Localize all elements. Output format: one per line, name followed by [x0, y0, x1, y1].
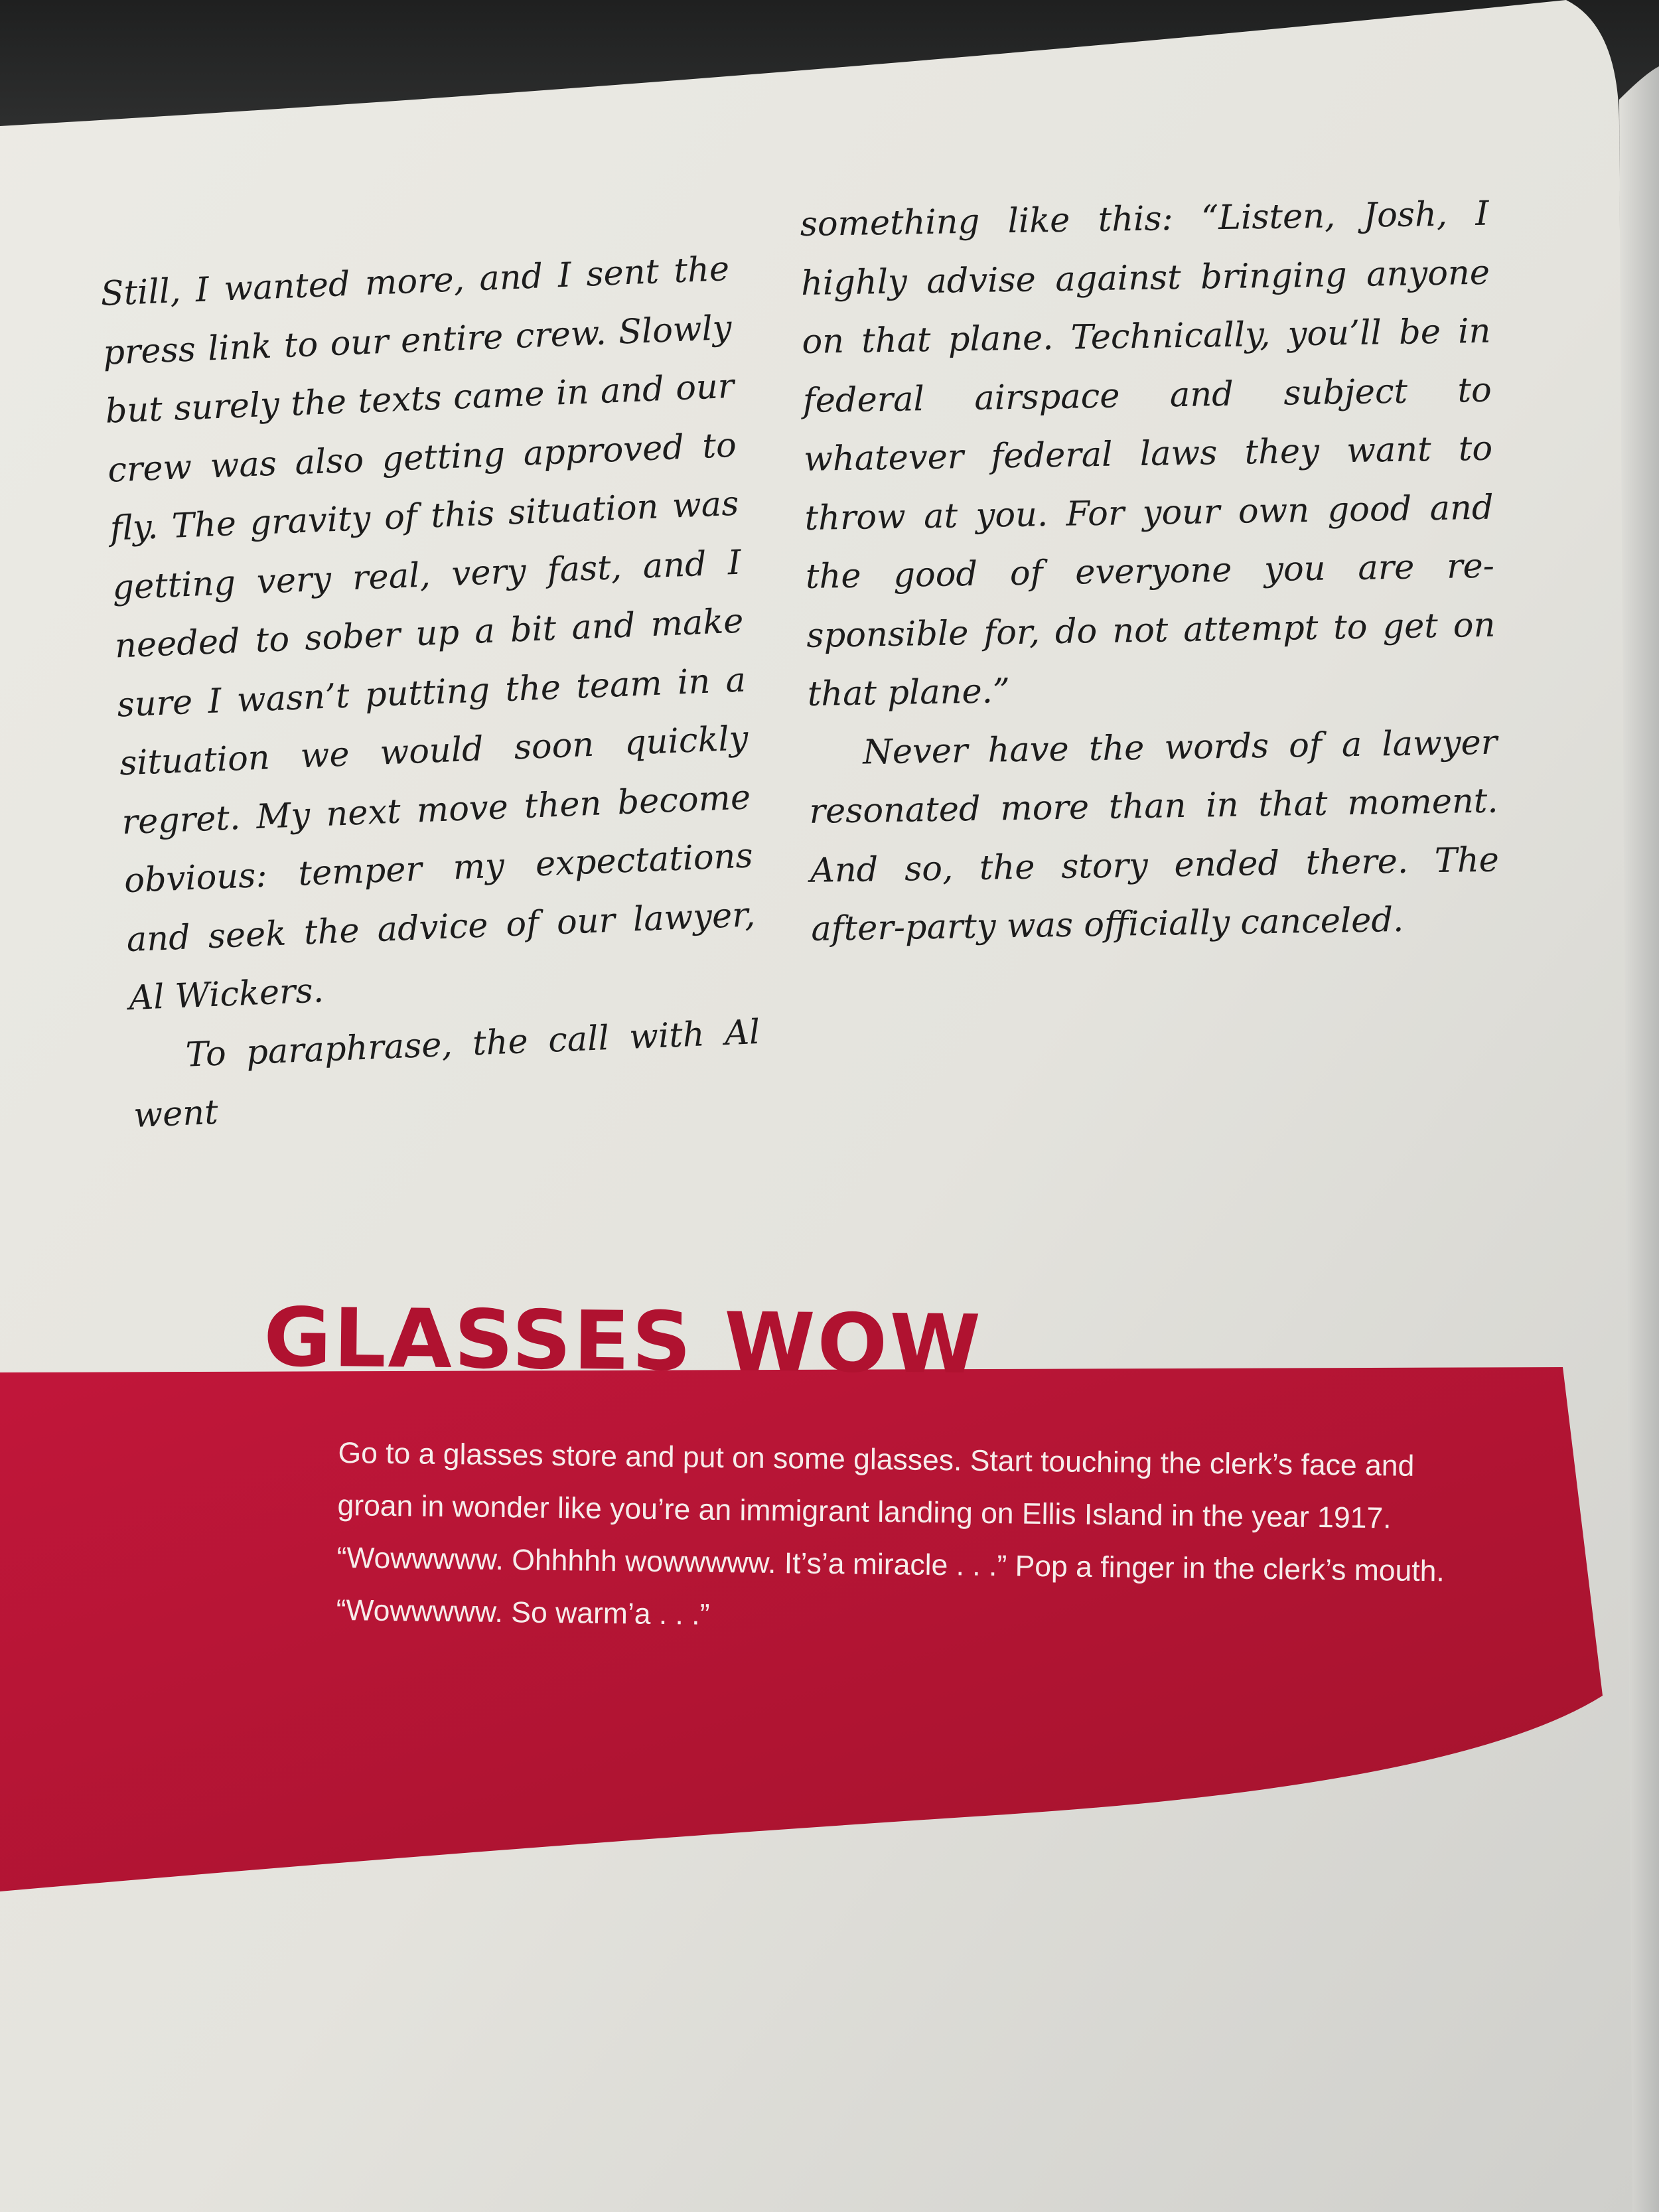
left-text-column [100, 240, 764, 1145]
feature-body-text: Go to a glasses store and put on some glasses. Start touching the clerk’s face and groan in wonder like you’re an immigrant landing on Ellis Island in the year 1917. “Wowwwww. Ohhhhh wowwwww. It’s’a miracle . . .” Pop a finger in the clerk’s mouth. “Wowwwww. So warm’a . . .” [336, 1436, 1445, 1631]
section-heading: GLASSES WOW [263, 1290, 983, 1392]
left-paragraph-1: Still, I wanted more, and I sent the press link to our entire crew. Slowly but surely the texts came in and our crew was also getting approved to fly. The gravity of this situation was getting very real, very fast, and I needed to sober up a bit and make sure I wasn’t putting the team in a situation we would soon quickly regret. My next move then become obvious: temper my expectations and seek the advice of our lawyer, Al Wickers. [100, 249, 757, 1019]
right-paragraph-2: Never have the words of a lawyer resonated more than in that moment. And so, the story ended there. The after-party was officially canceled. [809, 723, 1500, 949]
right-text-column [800, 185, 1500, 960]
right-paragraph-1: something like this: “Listen, Josh, I highly advise against bringing anyone on that plane. Technically, you’ll be in federal airspace and subject to whatever federal laws they want to throw at you. For your own good and the good of everyone you are responsible for, do not attempt to get on that plane.” [800, 194, 1496, 714]
left-paragraph-2: To paraphrase, the call with Al went [133, 1012, 761, 1136]
